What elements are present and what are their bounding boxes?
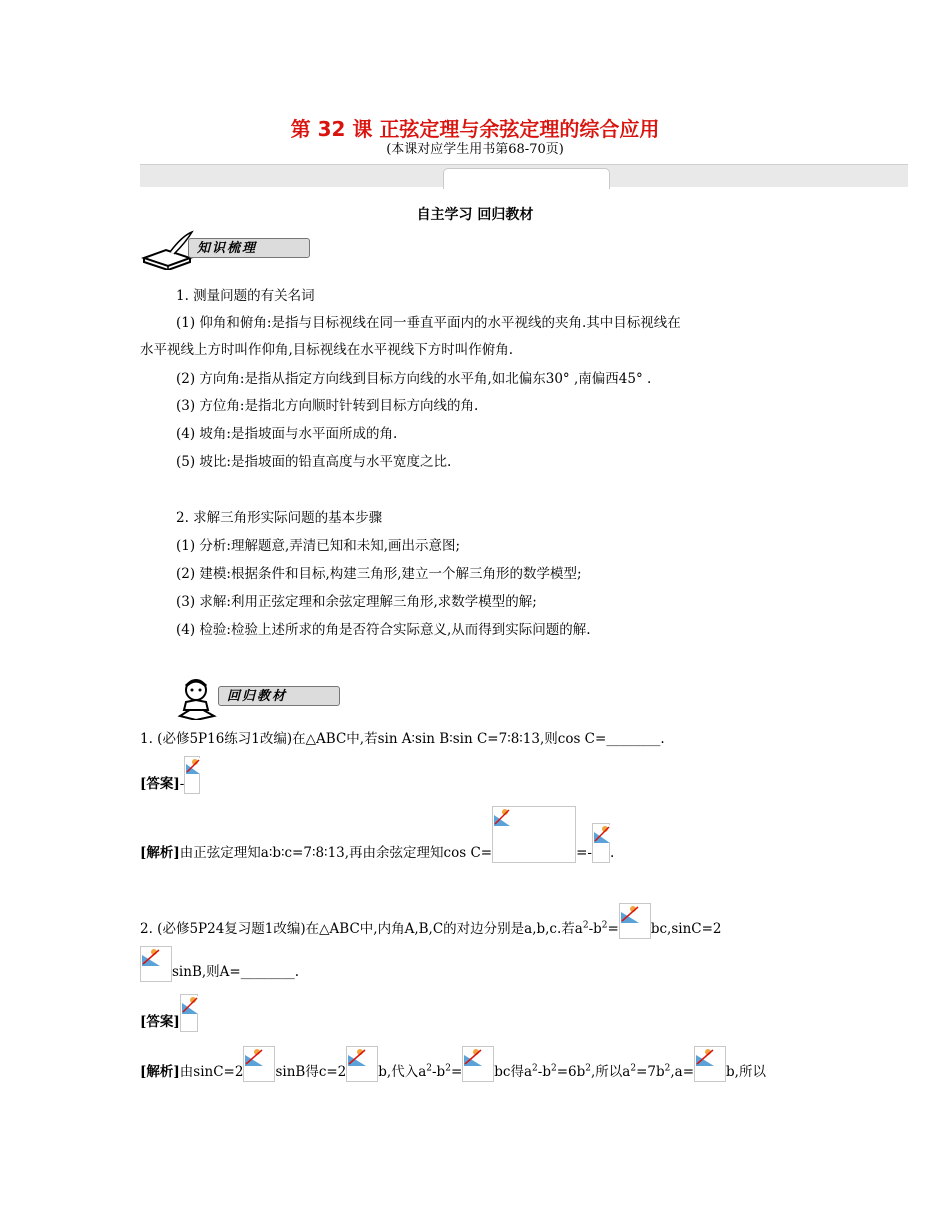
- knowledge-badge-label: 知识梳理: [188, 238, 310, 258]
- return-badge-label: 回归教材: [218, 686, 340, 706]
- page-subtitle: (本课对应学生用书第68-70页): [386, 142, 564, 157]
- knowledge-item-1-2: (2) 方向角:是指从指定方向线到目标方向线的水平角,如北偏东30° ,南偏西45° .: [176, 371, 652, 387]
- image-placeholder-icon: [140, 946, 172, 982]
- page-title: 第 32 课 正弦定理与余弦定理的综合应用: [290, 117, 660, 141]
- superscript: 2: [445, 1063, 451, 1074]
- header-tab: [443, 168, 610, 189]
- explanation-2-text-k: ,a=: [670, 1064, 695, 1080]
- image-placeholder-icon: [243, 1046, 275, 1082]
- explanation-1-text: 由正弦定理知a∶b∶c=7∶8∶13,再由余弦定理知cos C=: [179, 845, 493, 861]
- knowledge-item-2-4: (4) 检验:检验上述所求的角是否符合实际意义,从而得到实际问题的解.: [176, 622, 591, 638]
- explanation-1-text-b: =-: [576, 845, 592, 861]
- knowledge-item-1-3: (3) 方位角:是指北方向顺时针转到目标方向线的角.: [176, 398, 479, 414]
- knowledge-item-1-4: (4) 坡角:是指坡面与水平面所成的角.: [176, 426, 398, 442]
- section-heading: 自主学习 回归教材: [416, 207, 534, 223]
- image-placeholder-icon: [619, 903, 651, 939]
- explanation-2-text-a: 由sinC=2: [179, 1064, 244, 1080]
- knowledge-item-1: 1. 测量问题的有关名词: [176, 288, 315, 304]
- superscript: 2: [550, 1063, 557, 1074]
- problem-2-text-c: =: [607, 921, 619, 937]
- image-placeholder-icon: [184, 756, 200, 794]
- explanation-2-text-e: =: [450, 1064, 463, 1080]
- knowledge-item-2-3: (3) 求解:利用正弦定理和余弦定理解三角形,求数学模型的解;: [176, 594, 537, 610]
- explanation-2-text-h: =6b: [556, 1064, 586, 1080]
- image-placeholder-icon: [462, 1046, 494, 1082]
- problem-2-text-d: bc,sinC=2: [650, 921, 722, 937]
- return-badge: [172, 676, 362, 720]
- knowledge-badge: [140, 230, 320, 270]
- answer-label: [答案]: [140, 1014, 180, 1030]
- knowledge-item-2: 2. 求解三角形实际问题的基本步骤: [176, 510, 383, 526]
- superscript: 2: [426, 1063, 432, 1074]
- problem-2-text-e: sinB,则A=________.: [172, 964, 300, 980]
- problem-2-text-a: 2. (必修5P24复习题1改编)在△ABC中,内角A,B,C的对边分别是a,b,c.若a: [140, 921, 583, 937]
- explanation-2-text-f: bc得a: [494, 1064, 533, 1080]
- answer-1-prefix: -: [179, 776, 185, 792]
- knowledge-item-2-2: (2) 建模:根据条件和目标,构建三角形,建立一个解三角形的数学模型;: [176, 566, 582, 582]
- explanation-2-text-b: sinB得c=2: [275, 1064, 347, 1080]
- knowledge-item-1-1b: 水平视线上方时叫作仰角,目标视线在水平视线下方时叫作俯角.: [140, 342, 514, 358]
- image-placeholder-icon: [694, 1046, 726, 1082]
- problem-2-text-b: -b: [588, 921, 602, 937]
- superscript: 2: [582, 920, 589, 931]
- explanation-2-text-j: =7b: [636, 1064, 665, 1080]
- explanation-2: [140, 1046, 766, 1082]
- explanation-1: [140, 806, 614, 863]
- answer-label: [答案]: [140, 776, 180, 792]
- problem-1: 1. (必修5P16练习1改编)在△ABC中,若sin A∶sin B∶sin C=7∶8∶13,则cos C=________.: [140, 731, 665, 747]
- explanation-label: [解析]: [140, 1064, 180, 1080]
- explanation-label: [解析]: [140, 845, 180, 861]
- superscript: 2: [601, 920, 608, 931]
- superscript: 2: [664, 1063, 671, 1074]
- image-placeholder-icon: [592, 823, 610, 863]
- knowledge-item-2-1: (1) 分析:理解题意,弄清已知和未知,画出示意图;: [176, 538, 461, 554]
- image-placeholder-icon: [346, 1046, 378, 1082]
- explanation-2-text-i: ,所以a: [591, 1064, 631, 1080]
- knowledge-item-1-5: (5) 坡比:是指坡面的铅直高度与水平宽度之比.: [176, 454, 452, 470]
- superscript: 2: [585, 1063, 591, 1074]
- explanation-2-text-c: b,代入a: [378, 1064, 427, 1080]
- explanation-2-text-d: -b: [432, 1064, 446, 1080]
- explanation-2-text-g: -b: [537, 1064, 551, 1080]
- problem-2-line-2: [140, 946, 299, 982]
- knowledge-item-1-1a: (1) 仰角和俯角:是指与目标视线在同一垂直平面内的水平视线的夹角.其中目标视线在: [176, 315, 681, 331]
- image-placeholder-icon: [492, 806, 576, 863]
- answer-2: [140, 994, 198, 1032]
- superscript: 2: [630, 1063, 637, 1074]
- problem-2-line-1: [140, 903, 722, 939]
- superscript: 2: [532, 1063, 538, 1074]
- explanation-1-text-c: .: [609, 845, 615, 861]
- image-placeholder-icon: [180, 994, 198, 1032]
- answer-1: [140, 756, 200, 794]
- explanation-2-text-l: b,所以: [726, 1064, 766, 1080]
